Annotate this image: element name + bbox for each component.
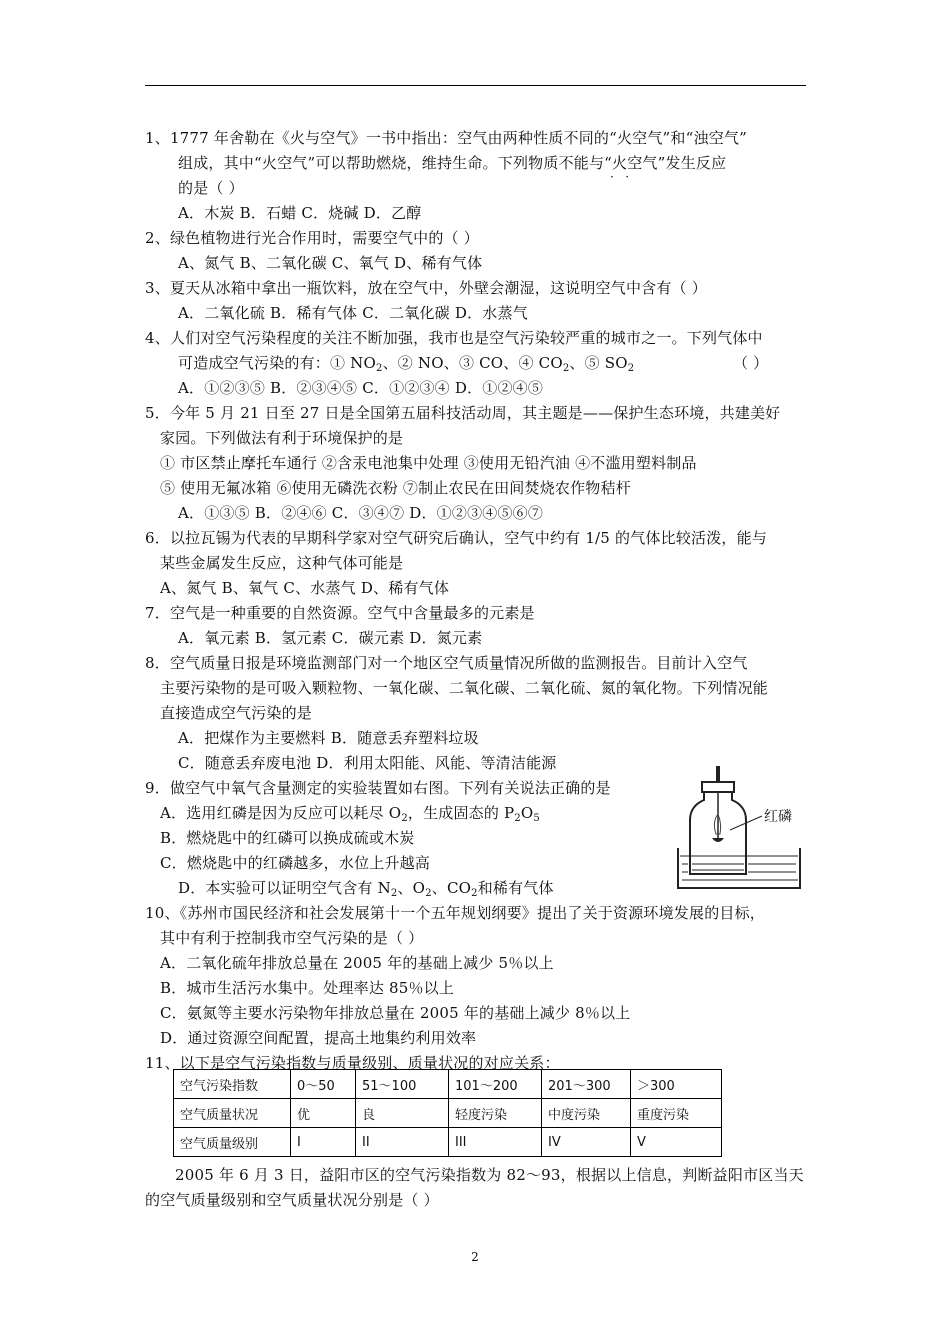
q4-line1: 4、人们对空气污染程度的关注不断加强，我市也是空气污染较严重的城市之一。下列气体中 xyxy=(145,329,763,347)
q5-line3: ① 市区禁止摩托车通行 ②含汞电池集中处理 ③使用无铅汽油 ④不滥用塑料制品 xyxy=(160,454,697,472)
q1-line3: 的是（ ） xyxy=(178,179,244,197)
q9-option-c: C．燃烧匙中的红磷越多，水位上升越高 xyxy=(160,854,431,872)
q8-line2: 主要污染物的是可吸入颗粒物、一氧化碳、二氧化碳、二氧化硫、氮的氧化物。下列情况能 xyxy=(160,679,769,697)
q10-line1: 10、《苏州市国民经济和社会发展第十一个五年规划纲要》提出了关于资源环境发展的目标， xyxy=(145,904,765,922)
q9-d-text-c: 、CO xyxy=(431,879,472,897)
q9-a-text-c: O xyxy=(520,804,534,822)
q4-options: A．①②③⑤ B．②③④⑤ C．①②③④ D．①②④⑤ xyxy=(178,379,544,397)
table-cell: 良 xyxy=(356,1099,449,1128)
q7-options: A．氧元素 B．氢元素 C．碳元素 D．氮元素 xyxy=(178,629,483,647)
q1-emphasis: 不能 xyxy=(558,154,589,172)
q1-text-tail: 与“火空气”发生反应 xyxy=(588,154,727,172)
q9-a-text-b: ，生成固态的 P xyxy=(407,804,515,822)
table-cell: 空气污染指数 xyxy=(174,1070,291,1099)
q9-d-text: D．本实验可以证明空气含有 N xyxy=(178,879,391,897)
q8-options-cd: C．随意丢弃废电池 D．利用太阳能、风能、等清洁能源 xyxy=(178,754,557,772)
table-cell: 优 xyxy=(291,1099,356,1128)
q9-option-a xyxy=(160,803,540,823)
q5-line4: ⑤ 使用无氟冰箱 ⑥使用无磷洗衣粉 ⑦制止农民在田间焚烧农作物秸杆 xyxy=(160,479,631,497)
q6-options: A、氮气 B、氧气 C、水蒸气 D、稀有气体 xyxy=(160,579,450,597)
q2-options: A、氮气 B、二氧化碳 C、氧气 D、稀有气体 xyxy=(178,254,483,272)
flask-diagram xyxy=(672,764,807,894)
subscript: 5 xyxy=(533,813,540,824)
q1-options: A．木炭 B．石蜡 C．烧碱 D．乙醇 xyxy=(178,204,422,222)
q8-line1: 8．空气质量日报是环境监测部门对一个地区空气质量情况所做的监测报告。目前计入空气 xyxy=(145,654,748,672)
q9-d-text-d: 和稀有气体 xyxy=(477,879,554,897)
subscript: 2 xyxy=(376,363,383,374)
q5-line1: 5．今年 5 月 21 日至 27 日是全国第五届科技活动周，其主题是——保护生态环境，共建美好 xyxy=(145,404,781,422)
figure-label: 红磷 xyxy=(764,809,792,825)
table-cell: II xyxy=(356,1128,449,1157)
subscript: 2 xyxy=(627,363,635,374)
table-row xyxy=(174,1128,722,1157)
table-cell: 空气质量状况 xyxy=(174,1099,291,1128)
q8-line3: 直接造成空气污染的是 xyxy=(160,704,313,722)
q7-stem: 7．空气是一种重要的自然资源。空气中含量最多的元素是 xyxy=(145,604,535,622)
table-cell: 0～50 xyxy=(291,1070,356,1099)
q11-stem: 11、以下是空气污染指数与质量级别、质量状况的对应关系： xyxy=(145,1054,560,1072)
q9-a-text: A．选用红磷是因为反应可以耗尽 O xyxy=(160,804,402,822)
q9-option-b: B．燃烧匙中的红磷可以换成硫或木炭 xyxy=(160,829,415,847)
table-cell: 中度污染 xyxy=(542,1099,631,1128)
q4-text-c: 、⑤ SO xyxy=(569,354,628,372)
q6-line2: 某些金属发生反应，这种气体可能是 xyxy=(160,554,404,572)
q4-text-a: 可造成空气污染的有：① NO xyxy=(178,354,376,372)
q10-option-b: B．城市生活污水集中。处理率达 85％以上 xyxy=(160,979,455,997)
table-cell: V xyxy=(631,1128,722,1157)
page-number: 2 xyxy=(471,1250,479,1264)
header-rule xyxy=(145,85,806,86)
table-row xyxy=(174,1099,722,1128)
apparatus-figure xyxy=(672,764,807,894)
q3-stem: 3、夏天从冰箱中拿出一瓶饮料，放在空气中，外壁会潮湿，这说明空气中含有（ ） xyxy=(145,279,707,297)
table-cell: III xyxy=(449,1128,542,1157)
q5-options: A．①③⑤ B．②④⑥ C．③④⑦ D．①②③④⑤⑥⑦ xyxy=(178,504,544,522)
table-cell: IV xyxy=(542,1128,631,1157)
q4-bracket: （ ） xyxy=(733,354,769,372)
table-cell: 空气质量级别 xyxy=(174,1128,291,1157)
subscript: 2 xyxy=(562,363,570,374)
table-cell: 201～300 xyxy=(542,1070,631,1099)
q9-d-text-b: 、O xyxy=(397,879,426,897)
table-cell: ＞300 xyxy=(631,1070,722,1099)
q11-line3: 的空气质量级别和空气质量状况分别是（ ） xyxy=(145,1191,439,1209)
subscript: 2 xyxy=(390,888,398,899)
q1-line1: 1、1777 年舍勒在《火与空气》一书中指出：空气由两种性质不同的“火空气”和“浊空气” xyxy=(145,129,747,147)
subscript: 2 xyxy=(471,888,478,899)
table-cell: 轻度污染 xyxy=(449,1099,542,1128)
q6-line1: 6．以拉瓦锡为代表的早期科学家对空气研究后确认，空气中约有 1/5 的气体比较活泼，能与 xyxy=(145,529,768,547)
q10-option-c: C．氨氮等主要水污染物年排放总量在 2005 年的基础上减少 8％以上 xyxy=(160,1004,631,1022)
q2-stem: 2、绿色植物进行光合作用时，需要空气中的（ ） xyxy=(145,229,479,247)
table-cell: 101～200 xyxy=(449,1070,542,1099)
subscript: 2 xyxy=(514,813,521,824)
subscript: 2 xyxy=(401,813,408,824)
table-row xyxy=(174,1070,722,1099)
q9-option-d xyxy=(178,878,554,898)
q1-text: 组成，其中“火空气”可以帮助燃烧，维持生命。下列物质 xyxy=(178,154,559,172)
table-cell: 51～100 xyxy=(356,1070,449,1099)
q4-line2 xyxy=(178,353,634,373)
aqi-table xyxy=(173,1069,722,1157)
q4-text-b: 、② NO、③ CO、④ CO xyxy=(382,354,563,372)
table-cell: I xyxy=(291,1128,356,1157)
q9-stem: 9．做空气中氧气含量测定的实验装置如右图。下列有关说法正确的是 xyxy=(145,779,611,797)
q11-line2: 2005 年 6 月 3 日，益阳市区的空气污染指数为 82～93，根据以上信息，判断益阳市区当天 xyxy=(175,1166,804,1184)
q10-line2: 其中有利于控制我市空气污染的是（ ） xyxy=(160,929,424,947)
subscript: 2 xyxy=(425,888,432,899)
emphasis-dots: · · xyxy=(610,170,630,184)
q8-options-ab: A．把煤作为主要燃料 B．随意丢弃塑料垃圾 xyxy=(178,729,479,747)
q3-options: A．二氧化硫 B．稀有气体 C．二氧化碳 D．水蒸气 xyxy=(178,304,528,322)
q5-line2: 家园。下列做法有利于环境保护的是 xyxy=(160,429,404,447)
q10-option-d: D．通过资源空间配置，提高土地集约利用效率 xyxy=(160,1029,477,1047)
q10-option-a: A．二氧化硫年排放总量在 2005 年的基础上减少 5％以上 xyxy=(160,954,554,972)
q1-line2 xyxy=(178,153,726,173)
table-cell: 重度污染 xyxy=(631,1099,722,1128)
